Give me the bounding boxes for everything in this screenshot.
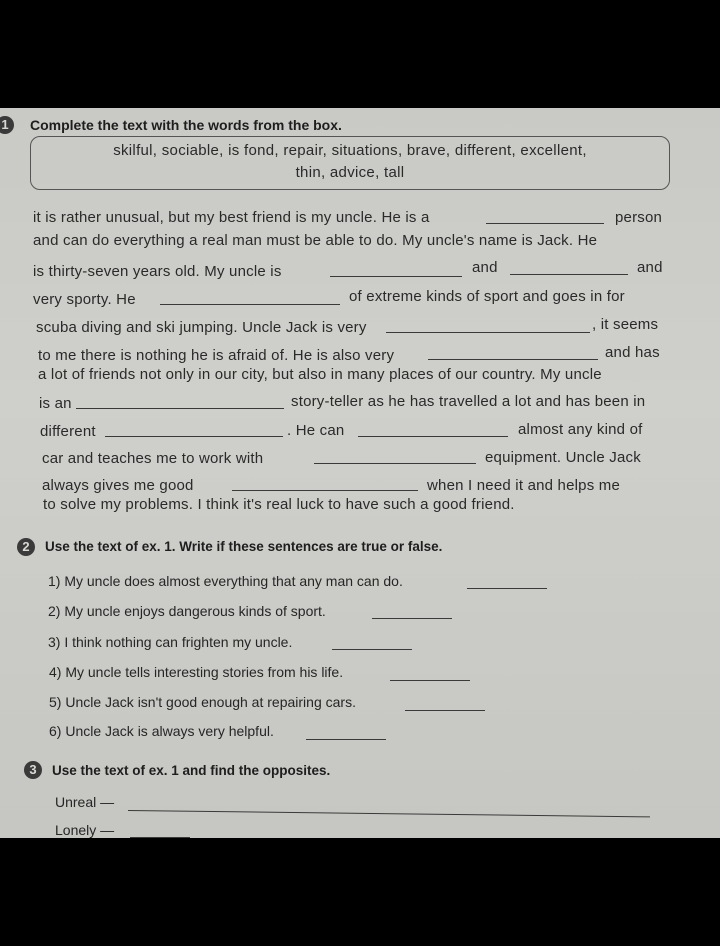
word-box-line-1: skilful, sociable, is fond, repair, situations, brave, different, excellent,	[113, 142, 587, 159]
text-line: of extreme kinds of sport and goes in for	[349, 288, 625, 305]
text-line: it is rather unusual, but my best friend is my uncle. He is a	[33, 209, 430, 226]
answer-blank[interactable]	[390, 680, 470, 681]
answer-blank[interactable]	[105, 436, 283, 437]
word-box-line-2: thin, advice, tall	[295, 164, 405, 181]
exercise-2-number: 2	[17, 538, 35, 556]
answer-blank[interactable]	[306, 739, 386, 740]
answer-blank[interactable]	[130, 837, 190, 838]
exercise-3-title: Use the text of ex. 1 and find the opposites.	[52, 763, 331, 778]
text-line: , it seems	[592, 316, 659, 333]
exercise-2-title: Use the text of ex. 1. Write if these sentences are true or false.	[45, 539, 443, 554]
exercise-1-title: Complete the text with the words from the box.	[30, 117, 342, 133]
text-line: and	[637, 259, 663, 276]
list-item: 3) I think nothing can frighten my uncle.	[48, 634, 293, 650]
text-line: almost any kind of	[518, 421, 643, 438]
answer-blank[interactable]	[372, 618, 452, 619]
text-line: to solve my problems. I think it's real luck to have such a good friend.	[43, 496, 515, 513]
text-line: is thirty-seven years old. My uncle is	[33, 263, 282, 280]
answer-blank[interactable]	[358, 436, 508, 437]
answer-blank[interactable]	[160, 304, 340, 305]
list-item: 2) My uncle enjoys dangerous kinds of sport.	[48, 603, 326, 619]
list-item: 5) Uncle Jack isn't good enough at repairing cars.	[49, 694, 356, 710]
answer-blank[interactable]	[428, 359, 598, 360]
text-line: and can do everything a real man must be able to do. My uncle's name is Jack. He	[33, 232, 598, 249]
answer-blank[interactable]	[405, 710, 485, 711]
list-item: 1) My uncle does almost everything that any man can do.	[48, 573, 403, 589]
text-line: car and teaches me to work with	[42, 450, 264, 467]
text-line: always gives me good	[42, 477, 194, 494]
word-box	[30, 136, 670, 190]
text-line: person	[615, 209, 663, 226]
answer-blank[interactable]	[128, 810, 650, 817]
text-line: and	[472, 259, 498, 276]
list-item: 6) Uncle Jack is always very helpful.	[49, 723, 274, 739]
text-line: story-teller as he has travelled a lot and has been in	[291, 393, 646, 410]
text-line: . He can	[287, 422, 345, 439]
opposite-item: Lonely —	[55, 822, 115, 838]
answer-blank[interactable]	[386, 332, 590, 333]
exercise-3-number: 3	[24, 761, 42, 779]
answer-blank[interactable]	[76, 408, 284, 409]
answer-blank[interactable]	[330, 276, 462, 277]
answer-blank[interactable]	[314, 463, 476, 464]
exercise-1-number: 1	[0, 116, 14, 134]
opposite-item: Unreal —	[55, 794, 115, 810]
text-line: very sporty. He	[33, 291, 136, 308]
text-line: different	[40, 423, 96, 440]
worksheet-page	[0, 108, 720, 838]
answer-blank[interactable]	[232, 490, 418, 491]
answer-blank[interactable]	[486, 223, 604, 224]
answer-blank[interactable]	[467, 588, 547, 589]
text-line: equipment. Uncle Jack	[485, 449, 641, 466]
text-line: to me there is nothing he is afraid of. He is also very	[38, 347, 395, 364]
text-line: and has	[605, 344, 660, 361]
answer-blank[interactable]	[332, 649, 412, 650]
text-line: a lot of friends not only in our city, but also in many places of our country. My uncle	[38, 366, 602, 383]
text-line: scuba diving and ski jumping. Uncle Jack is very	[36, 319, 367, 336]
text-line: when I need it and helps me	[427, 477, 621, 494]
text-line: is an	[39, 395, 72, 412]
answer-blank[interactable]	[510, 274, 628, 275]
list-item: 4) My uncle tells interesting stories from his life.	[49, 664, 344, 680]
